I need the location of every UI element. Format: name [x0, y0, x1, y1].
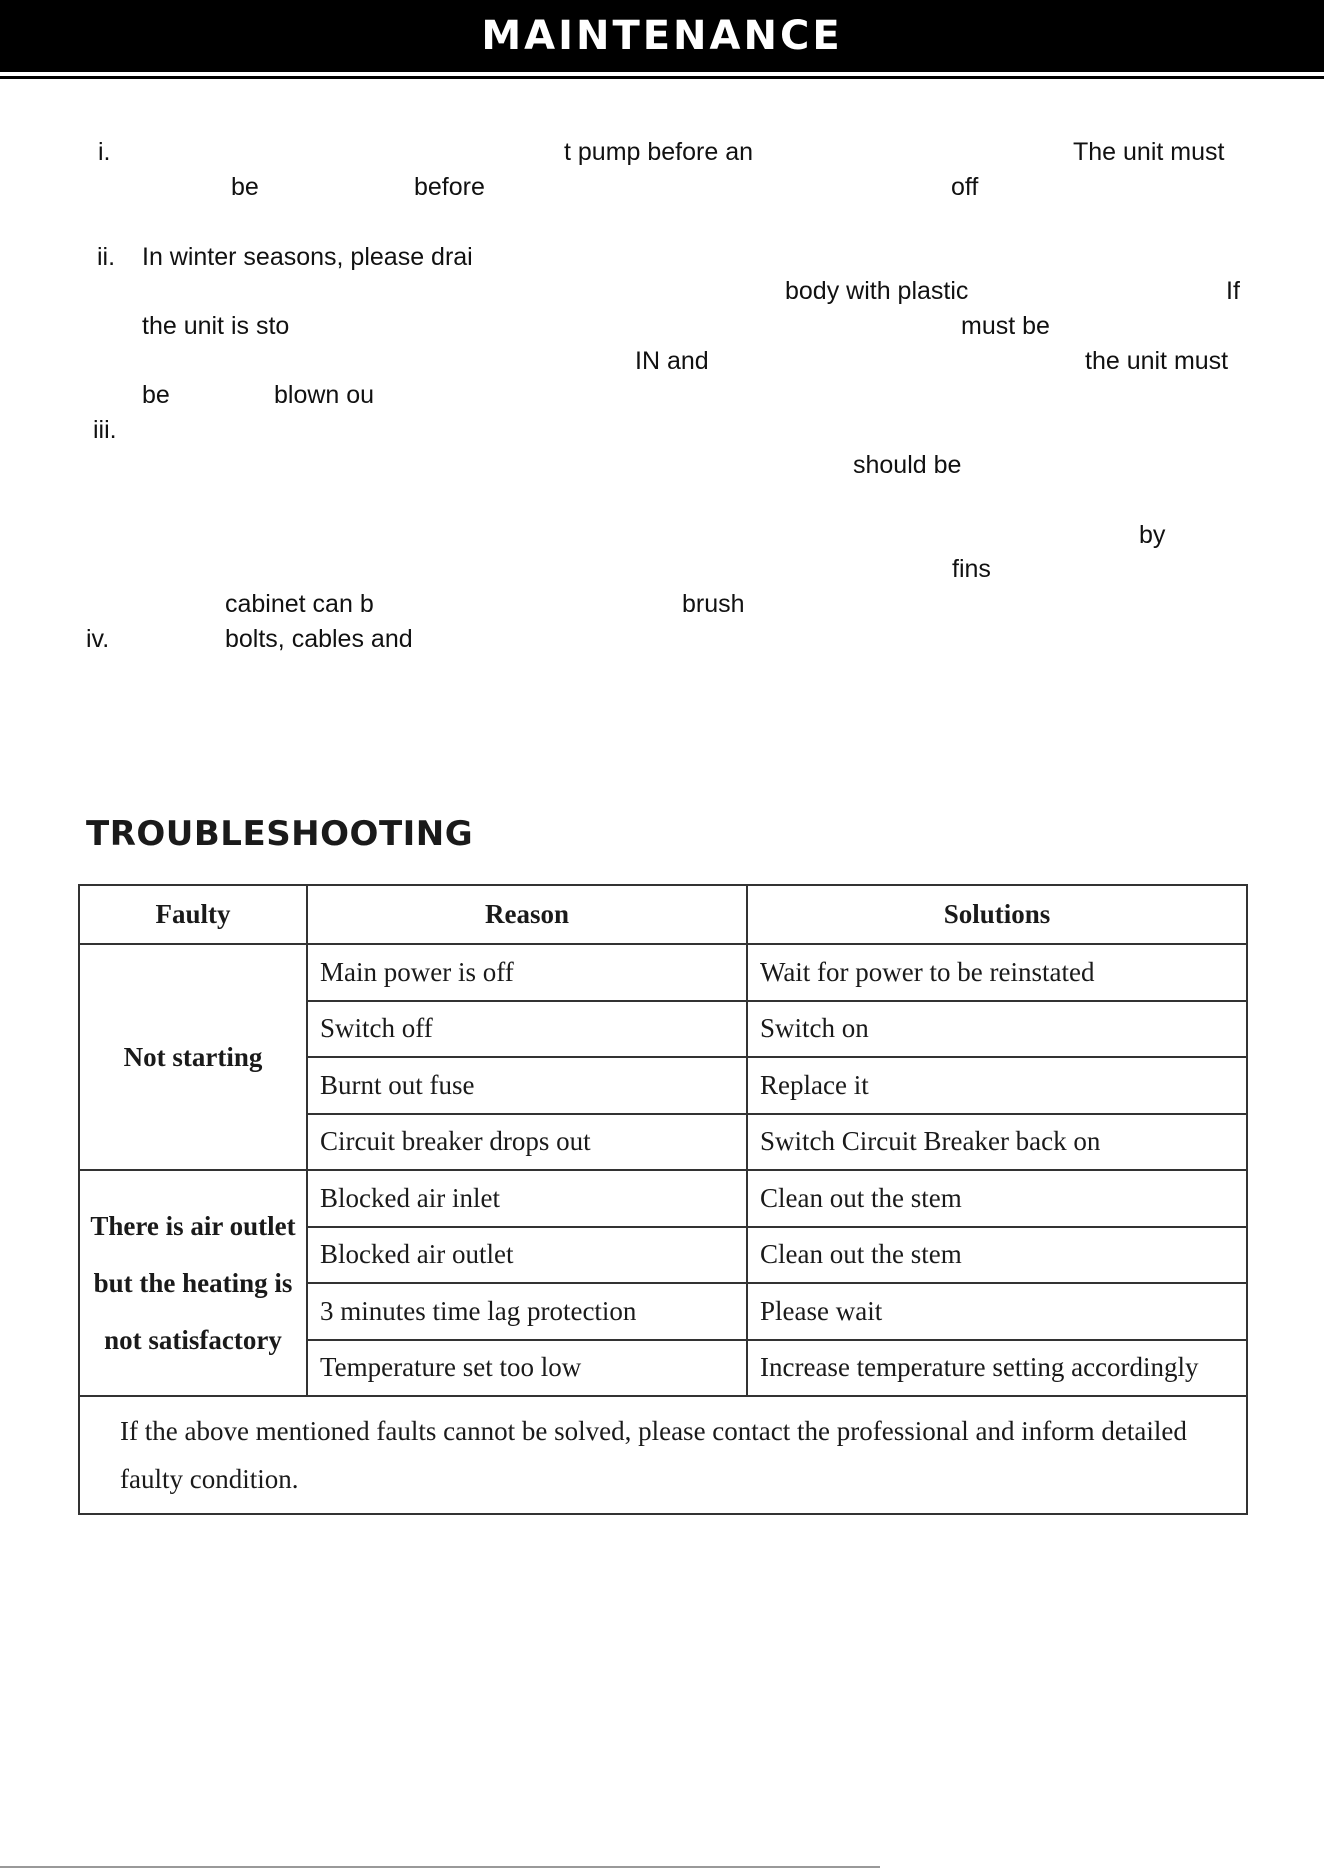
solution-cell: Increase temperature setting accordingly — [747, 1340, 1247, 1397]
solution-cell: Please wait — [747, 1283, 1247, 1340]
table-note-row — [79, 1396, 1247, 1514]
solution-cell: Clean out the stem — [747, 1170, 1247, 1227]
solution-cell: Switch Circuit Breaker back on — [747, 1114, 1247, 1171]
text-fragment: the unit must — [1085, 347, 1229, 375]
text-fragment: be — [231, 173, 259, 201]
header-divider — [0, 76, 1324, 79]
column-header: Solutions — [747, 885, 1247, 944]
text-fragment: The unit must — [1073, 138, 1225, 166]
solution-cell: Replace it — [747, 1057, 1247, 1114]
reason-cell: 3 minutes time lag protection — [307, 1283, 747, 1340]
text-fragment: by — [1139, 521, 1166, 549]
reason-cell: Blocked air inlet — [307, 1170, 747, 1227]
text-fragment: the unit is sto — [142, 312, 290, 340]
list-marker: i. — [98, 138, 111, 166]
column-header: Faulty — [79, 885, 307, 944]
faulty-cell: There is air outlet but the heating is not satisfactory — [79, 1170, 307, 1396]
reason-cell: Burnt out fuse — [307, 1057, 747, 1114]
text-fragment: brush — [682, 590, 745, 618]
solution-cell: Wait for power to be reinstated — [747, 944, 1247, 1001]
text-fragment: blown ou — [274, 381, 375, 409]
text-fragment: should be — [853, 451, 962, 479]
solution-cell: Switch on — [747, 1001, 1247, 1058]
list-marker: iii. — [93, 416, 117, 444]
table-header-row — [79, 885, 1247, 944]
text-fragment: In winter seasons, please drai — [142, 243, 473, 271]
footer-divider — [0, 1866, 880, 1868]
reason-cell: Circuit breaker drops out — [307, 1114, 747, 1171]
text-fragment: be — [142, 381, 170, 409]
text-fragment: fins — [952, 555, 991, 583]
page-title: MAINTENANCE — [481, 13, 843, 59]
text-fragment: before — [414, 173, 485, 201]
reason-cell: Switch off — [307, 1001, 747, 1058]
text-fragment: must be — [961, 312, 1050, 340]
text-fragment: If — [1226, 277, 1240, 305]
reason-cell: Main power is off — [307, 944, 747, 1001]
table-row — [79, 944, 1247, 1001]
text-fragment: t pump before an — [564, 138, 754, 166]
header-bar — [0, 0, 1324, 72]
solution-cell: Clean out the stem — [747, 1227, 1247, 1284]
section-title: TROUBLESHOOTING — [86, 814, 474, 854]
text-fragment: bolts, cables and — [225, 625, 413, 653]
faulty-cell: Not starting — [79, 944, 307, 1170]
table-row — [79, 1170, 1247, 1227]
list-marker: ii. — [97, 243, 116, 271]
column-header: Reason — [307, 885, 747, 944]
text-fragment: off — [951, 173, 979, 201]
text-fragment: cabinet can b — [225, 590, 374, 618]
reason-cell: Blocked air outlet — [307, 1227, 747, 1284]
note-cell: If the above mentioned faults cannot be solved, please contact the professional and inform detailed faulty condition. — [79, 1396, 1247, 1514]
text-fragment: body with plastic — [785, 277, 969, 305]
reason-cell: Temperature set too low — [307, 1340, 747, 1397]
list-marker: iv. — [86, 625, 110, 653]
text-fragment: IN and — [635, 347, 709, 375]
troubleshooting-table — [78, 884, 1248, 1515]
